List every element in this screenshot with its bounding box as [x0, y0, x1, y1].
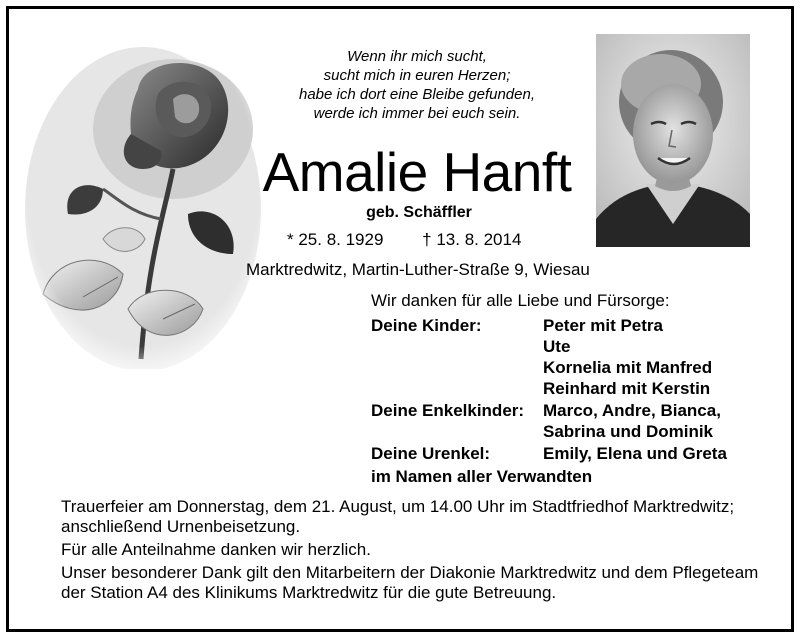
family-names — [543, 443, 727, 464]
thanks-intro: Wir danken für alle Liebe und Fürsorge: — [371, 291, 670, 310]
poem-line: werde ich immer bei euch sein. — [313, 105, 521, 122]
poem-line: habe ich dort eine Bleibe gefunden, — [298, 86, 535, 103]
family-label: Deine Urenkel: — [371, 444, 491, 463]
family-label: Deine Kinder: — [371, 316, 482, 335]
family-list — [371, 315, 727, 487]
relatives-line: im Namen aller Verwandten — [371, 467, 593, 486]
rose-illustration — [23, 39, 263, 369]
death-date: † 13. 8. 2014 — [422, 230, 522, 249]
family-name: Sabrina und Dominik — [543, 422, 714, 441]
address: Marktredwitz, Martin-Luther-Straße 9, Wiesau — [246, 260, 590, 279]
family-names — [543, 315, 712, 399]
family-group-great-grandchildren — [371, 443, 727, 464]
family-group-grandchildren — [371, 400, 727, 442]
footer-text — [61, 497, 761, 606]
poem-line: Wenn ihr mich sucht, — [347, 48, 487, 65]
family-name: Reinhard mit Kerstin — [543, 379, 711, 398]
birth-name: geb. Schäffler — [366, 204, 472, 221]
funeral-info: Trauerfeier am Donnerstag, dem 21. August, um 14.00 Uhr im Stadtfriedhof Marktredwitz; anschließend Urnenbeisetzung. — [61, 497, 735, 536]
family-name: Kornelia mit Manfred — [543, 358, 713, 377]
family-name: Emily, Elena und Greta — [543, 444, 727, 463]
birth-date: * 25. 8. 1929 — [287, 230, 384, 249]
family-name: Ute — [543, 337, 571, 356]
family-name: Marco, Andre, Bianca, — [543, 401, 721, 420]
gratitude-line: Für alle Anteilnahme danken wir herzlich. — [61, 540, 371, 559]
family-name: Peter mit Petra — [543, 316, 663, 335]
life-dates — [287, 230, 521, 250]
family-names — [543, 400, 721, 442]
family-label: Deine Enkelkinder: — [371, 401, 525, 420]
poem-line: sucht mich in euren Herzen; — [323, 67, 511, 84]
portrait-photo — [596, 34, 750, 247]
deceased-name: Amalie Hanft — [262, 141, 572, 203]
special-thanks: Unser besonderer Dank gilt den Mitarbeitern der Diakonie Marktredwitz und dem Pflegeteam der Station A4 des Klinikums Marktredwitz für die gute Betreuung. — [61, 563, 759, 602]
obituary-notice — [6, 6, 794, 632]
family-group-children — [371, 315, 727, 399]
memorial-poem — [271, 47, 563, 123]
